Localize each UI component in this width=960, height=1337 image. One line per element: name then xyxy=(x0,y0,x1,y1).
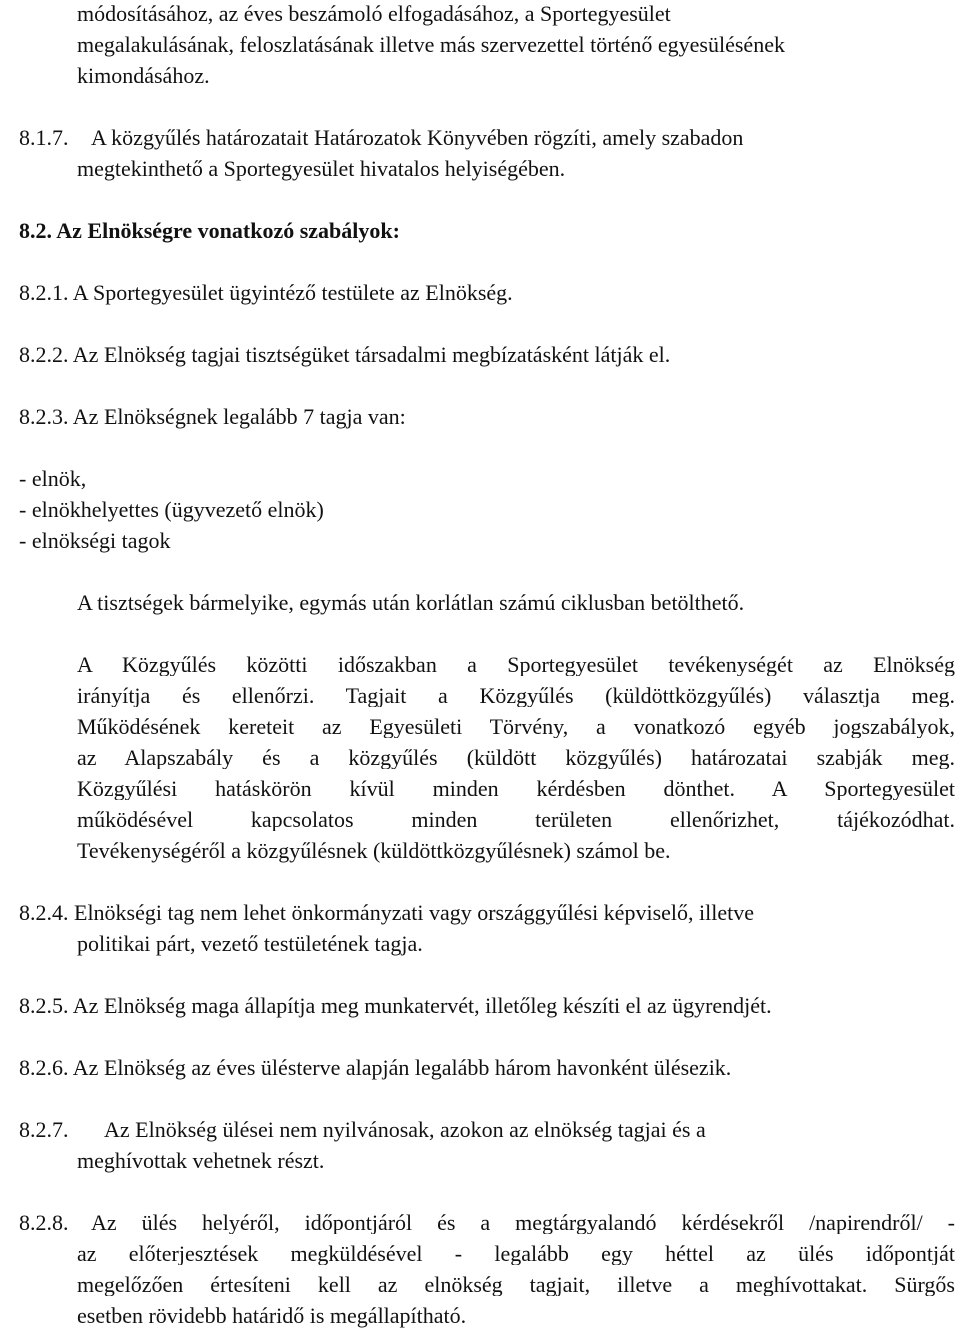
paragraph-8-2-8-number: 8.2.8. xyxy=(19,1210,69,1235)
list-item-elnok: - elnök, xyxy=(19,466,87,491)
paragraph-8-2-1: 8.2.1. A Sportegyesület ügyintéző testülete az Elnökség. xyxy=(19,280,513,305)
paragraph-8-2-6: 8.2.6. Az Elnökség az éves ülésterve alapján legalább három havonként ülésezik. xyxy=(19,1055,732,1080)
paragraph-8-2-3-note: A tisztségek bármelyike, egymás után korlátlan számú ciklusban betölthető. xyxy=(77,590,745,615)
paragraph-8-2-8-line-4: esetben rövidebb határidő is megállapítható. xyxy=(77,1303,467,1328)
paragraph-8-2-3: 8.2.3. Az Elnökségnek legalább 7 tagja van: xyxy=(19,404,406,429)
paragraph-8-2-8-line-2: az előterjesztések megküldésével - legalább egy héttel az ülés időpontját xyxy=(77,1243,955,1265)
paragraph-8-1-6-line-3: kimondásához. xyxy=(77,63,210,88)
section-heading-8-2: 8.2. Az Elnökségre vonatkozó szabályok: xyxy=(19,218,400,243)
paragraph-8-2-3-body-line-6: működésével kapcsolatos minden területen ellenőrizhet, tájékozódhat. xyxy=(77,809,955,831)
paragraph-8-2-2: 8.2.2. Az Elnökség tagjai tisztségüket társadalmi megbízatásként látják el. xyxy=(19,342,671,367)
paragraph-8-1-6-line-2: megalakulásának, feloszlatásának illetve más szervezettel történő egyesülésének xyxy=(77,32,785,57)
paragraph-8-2-4-line-2: politikai párt, vezető testületének tagja. xyxy=(77,931,423,956)
paragraph-8-2-8-line-1: Az ülés helyéről, időpontjáról és a megtárgyalandó kérdésekről /napirendről/ - xyxy=(91,1212,955,1234)
paragraph-8-2-8-line-3: megelőzően értesíteni kell az elnökség tagjait, illetve a meghívottakat. Sürgős xyxy=(77,1274,955,1296)
paragraph-8-2-5: 8.2.5. Az Elnökség maga állapítja meg munkatervét, illetőleg készíti el az ügyrendjét. xyxy=(19,993,772,1018)
paragraph-8-2-3-body-line-2: irányítja és ellenőrzi. Tagjait a Közgyűlés (küldöttközgyűlés) választja meg. xyxy=(77,685,955,707)
paragraph-8-1-6-line-1: módosításához, az éves beszámoló elfogadásához, a Sportegyesület xyxy=(77,1,671,26)
paragraph-8-2-3-body-line-3: Működésének kereteit az Egyesületi Törvény, a vonatkozó egyéb jogszabályok, xyxy=(77,716,955,738)
paragraph-8-2-7-number: 8.2.7. xyxy=(19,1117,69,1142)
paragraph-8-1-7-number: 8.1.7. xyxy=(19,125,69,150)
paragraph-8-2-7-line-2: meghívottak vehetnek részt. xyxy=(77,1148,325,1173)
paragraph-8-2-3-body-line-4: az Alapszabály és a közgyűlés (küldött közgyűlés) határozatai szabják meg. xyxy=(77,747,955,769)
paragraph-8-2-3-body-line-5: Közgyűlési hatáskörön kívül minden kérdésben dönthet. A Sportegyesület xyxy=(77,778,955,800)
list-item-elnokhelyettes: - elnökhelyettes (ügyvezető elnök) xyxy=(19,497,324,522)
paragraph-8-2-3-body-line-7: Tevékenységéről a közgyűlésnek (küldöttközgyűlésnek) számol be. xyxy=(77,838,671,863)
list-item-elnoksegi-tagok: - elnökségi tagok xyxy=(19,528,171,553)
paragraph-8-2-4-line-1: 8.2.4. Elnökségi tag nem lehet önkormányzati vagy országgyűlési képviselő, illetve xyxy=(19,900,754,925)
paragraph-8-2-7-line-1: Az Elnökség ülései nem nyilvánosak, azokon az elnökség tagjai és a xyxy=(104,1117,706,1142)
paragraph-8-1-7-line-1: A közgyűlés határozatait Határozatok Könyvében rögzíti, amely szabadon xyxy=(91,125,744,150)
paragraph-8-2-3-body-line-1: A Közgyűlés közötti időszakban a Sportegyesület tevékenységét az Elnökség xyxy=(77,654,955,676)
paragraph-8-1-7-line-2: megtekinthető a Sportegyesület hivatalos helyiségében. xyxy=(77,156,566,181)
